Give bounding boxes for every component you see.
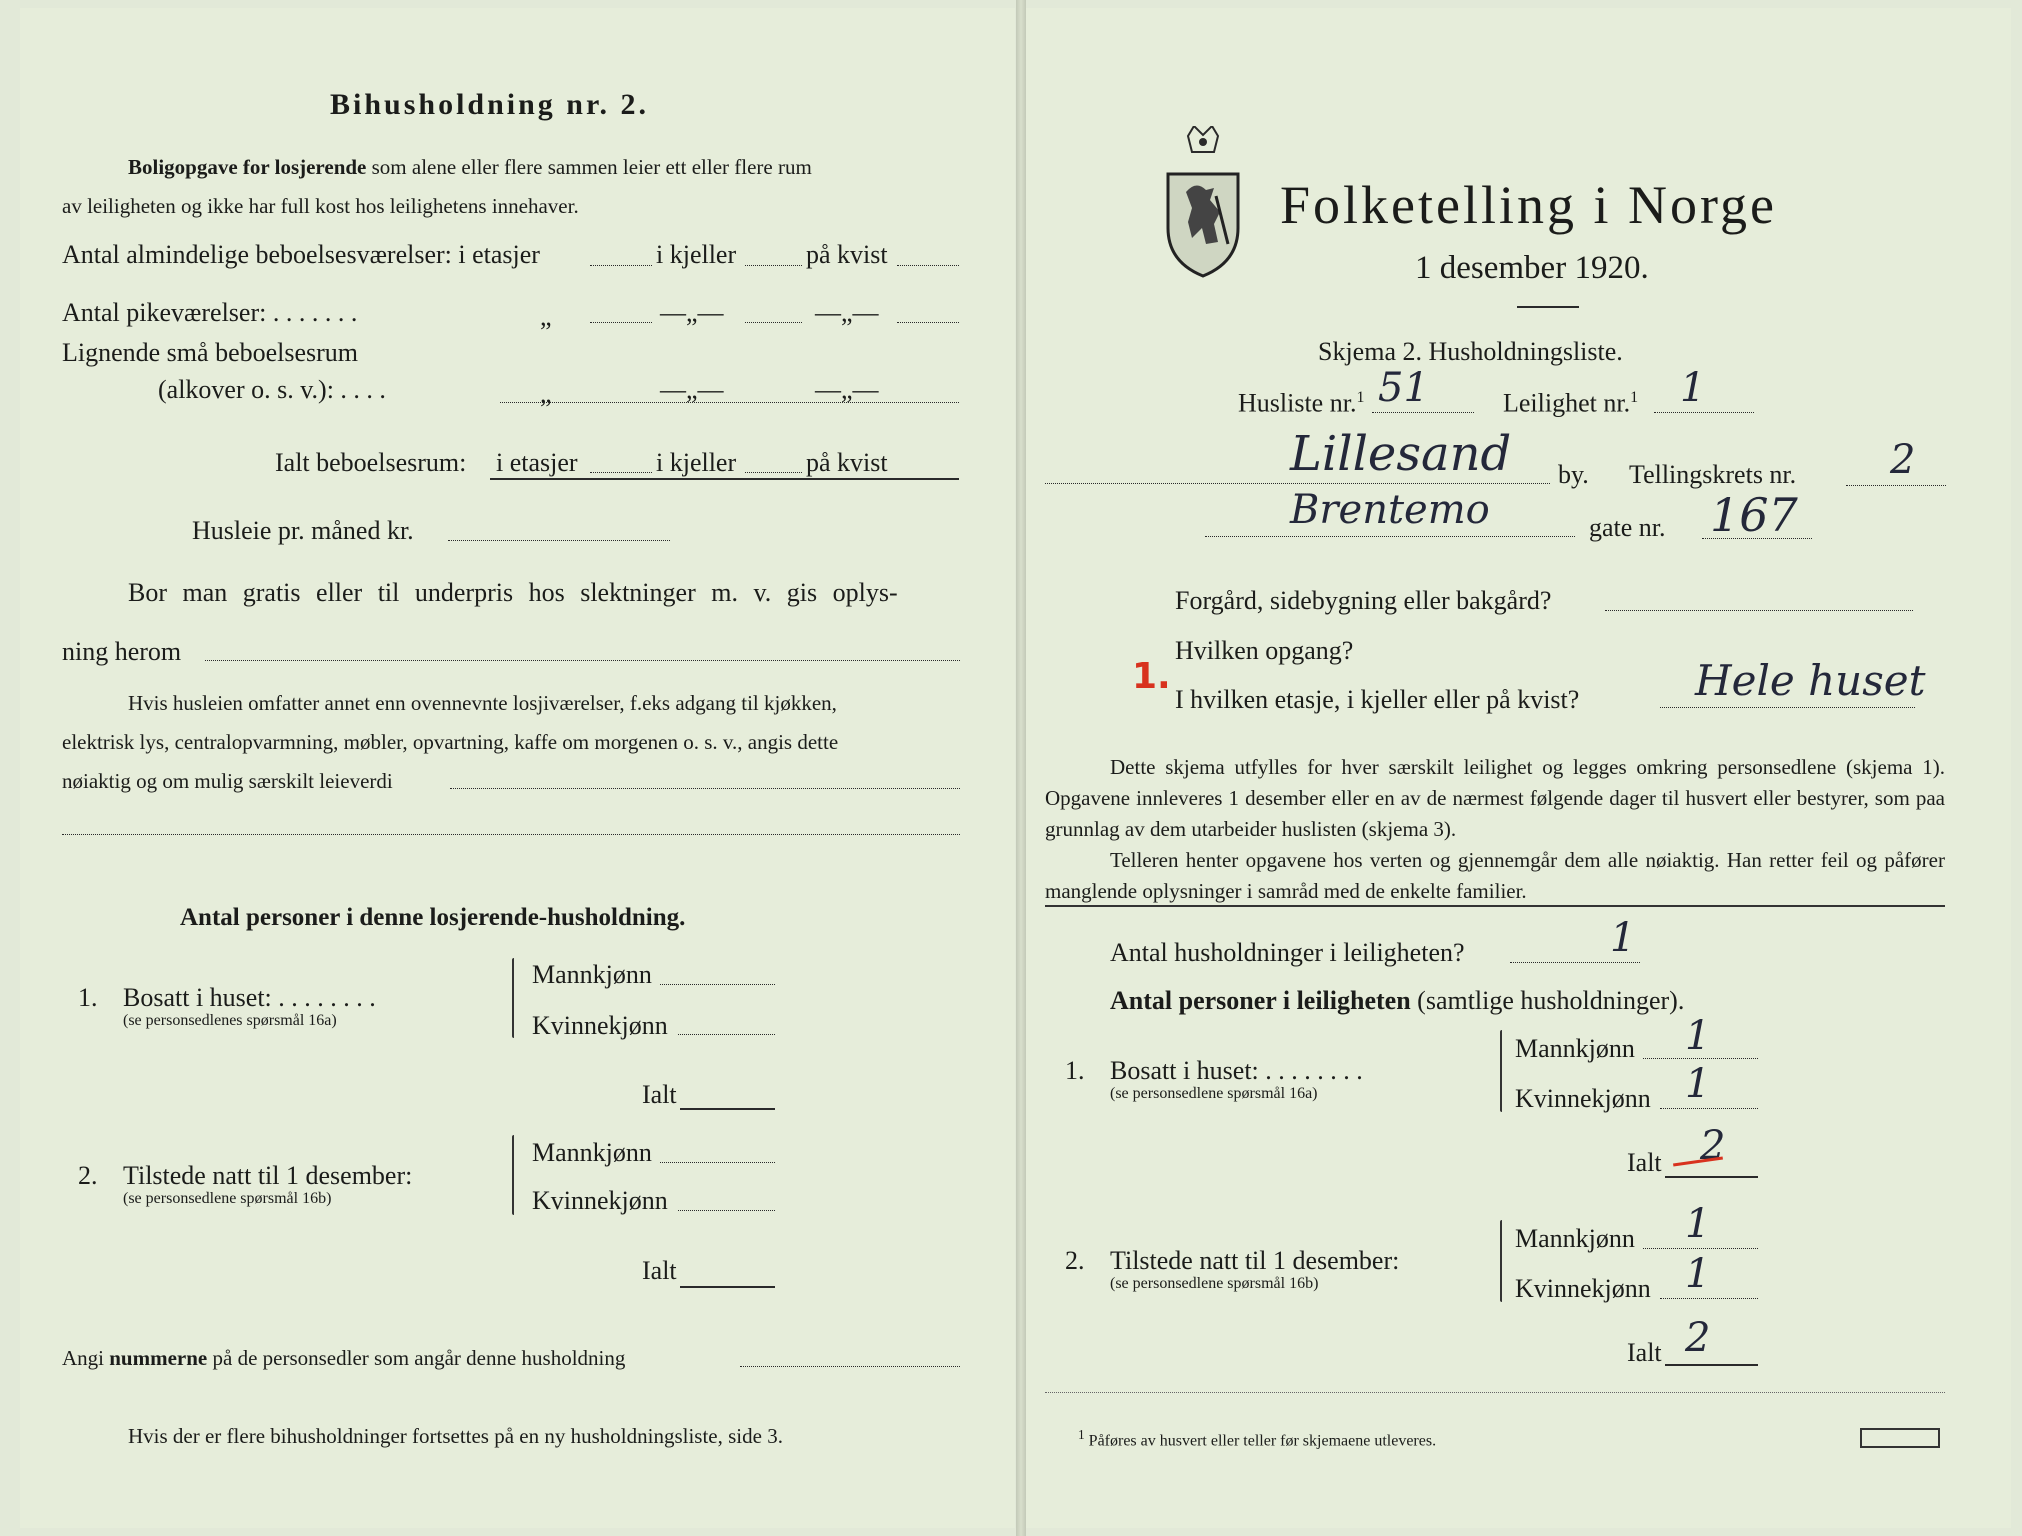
left-q2-kvinne-label: Kvinnekjønn — [532, 1186, 668, 1215]
tellingskrets-value[interactable]: 2 — [1890, 437, 1916, 483]
tellingskrets-label: Tellingskrets nr. — [1629, 460, 1797, 489]
by-label: by. — [1558, 460, 1589, 489]
right-q2-sub: (se personsedlene spørsmål 16b) — [1110, 1275, 1319, 1292]
opgang-label: Hvilken opgang? — [1175, 636, 1354, 665]
rooms-kvist-label: på kvist — [806, 240, 888, 269]
ialt-rooms-label: Ialt beboelsesrum: — [275, 448, 467, 477]
pike-kjeller-field[interactable] — [745, 322, 802, 323]
angi-text-1: Angi — [62, 1346, 104, 1370]
left-q1-kvinne-field[interactable] — [678, 1034, 775, 1035]
left-q1-ialt-field[interactable] — [680, 1108, 775, 1110]
husliste-field[interactable] — [1372, 412, 1474, 413]
rooms-etasjer-field[interactable] — [590, 265, 652, 266]
left-q2-brace — [512, 1135, 514, 1215]
gate-nr-field[interactable] — [1702, 538, 1812, 539]
left-q2-mann-field[interactable] — [660, 1162, 775, 1163]
right-q1-mann-label: Mannkjønn — [1515, 1034, 1635, 1063]
footnote-number: 1 — [1078, 1427, 1085, 1442]
left-q1-label: Bosatt i huset: . . . . . . . . — [123, 983, 376, 1012]
husleie-label: Husleie pr. måned kr. — [192, 516, 414, 545]
intro-bold: Boligopgave for losjerende — [128, 155, 367, 179]
pike-kvist-field[interactable] — [897, 322, 959, 323]
tellingskrets-field[interactable] — [1846, 485, 1946, 486]
right-q2-number: 2. — [1065, 1246, 1085, 1275]
right-persons-heading-rest: (samtlige husholdninger). — [1417, 986, 1685, 1015]
right-q1-ialt-label: Ialt — [1627, 1148, 1662, 1177]
leieverdi-field-2[interactable] — [62, 834, 960, 835]
lignende-field[interactable] — [500, 402, 959, 403]
page-fold — [1016, 0, 1026, 1536]
right-q1-mann-field[interactable] — [1643, 1058, 1758, 1059]
husleie-field[interactable] — [448, 540, 670, 541]
husliste-label: Husliste nr. — [1238, 388, 1357, 418]
coat-of-arms-icon — [1162, 126, 1244, 278]
right-q1-kvinne-label: Kvinnekjønn — [1515, 1084, 1651, 1113]
census-date: 1 desember 1920. — [1415, 250, 1649, 286]
right-title: Folketelling i Norge — [1280, 175, 1777, 235]
pike-ditto-1: „ — [540, 302, 552, 331]
left-q1-number: 1. — [78, 983, 98, 1012]
right-q1-sub: (se personsedlene spørsmål 16a) — [1110, 1085, 1318, 1102]
right-q2-mann-value[interactable]: 1 — [1685, 1201, 1711, 1247]
lignende-label-2: (alkover o. s. v.): . . . . — [158, 375, 386, 404]
left-persons-heading: Antal personer i denne losjerende-husholdning. — [180, 904, 686, 931]
angi-bold: nummerne — [109, 1346, 208, 1370]
husliste-value[interactable]: 51 — [1378, 365, 1429, 411]
right-q1-brace — [1500, 1030, 1502, 1112]
husholdninger-label: Antal husholdninger i leiligheten? — [1110, 938, 1465, 967]
lignende-label-1: Lignende små beboelsesrum — [62, 338, 359, 367]
lignende-ditto-2: —„— — [660, 375, 724, 404]
pike-ditto-3: —„— — [815, 298, 879, 327]
ialt-etasjer-field[interactable] — [590, 472, 652, 473]
rooms-kjeller-label: i kjeller — [656, 240, 737, 269]
pike-label: Antal pikeværelser: . . . . . . . — [62, 298, 358, 327]
instruction-2: Telleren henter opgavene hos verten og gjennemgår dem alle nøiaktig. Han retter feil og påfører manglende oplysninger i samråd med de enkelte familier. — [1045, 848, 1945, 903]
right-q1-label: Bosatt i huset: . . . . . . . . — [1110, 1056, 1363, 1085]
ialt-etasjer-label: i etasjer — [496, 448, 578, 477]
pike-etasjer-field[interactable] — [590, 322, 652, 323]
left-q2-number: 2. — [78, 1161, 98, 1190]
by-value[interactable]: Lillesand — [1290, 426, 1512, 482]
left-title: Bihusholdning nr. 2. — [330, 88, 650, 121]
etasje-field[interactable] — [1660, 707, 1915, 708]
right-q2-kvinne-label: Kvinnekjønn — [1515, 1274, 1651, 1303]
ialt-kvist-label: på kvist — [806, 448, 888, 477]
ialt-underline — [490, 478, 959, 480]
right-q2-brace — [1500, 1220, 1502, 1302]
etasje-value[interactable]: Hele huset — [1695, 656, 1926, 705]
right-persons-heading-bold: Antal personer i leiligheten — [1110, 986, 1411, 1015]
rooms-kvist-field[interactable] — [897, 265, 959, 266]
ialt-kjeller-label: i kjeller — [656, 448, 737, 477]
section-divider — [1045, 905, 1945, 907]
forgard-label: Forgård, sidebygning eller bakgård? — [1175, 586, 1552, 615]
husholdninger-value[interactable]: 1 — [1610, 915, 1636, 961]
husholdninger-field[interactable] — [1510, 962, 1640, 963]
leilighet-label: Leilighet nr. — [1503, 388, 1631, 418]
angi-text-2: på de personsedler som angår denne husholdning — [212, 1346, 626, 1370]
right-q2-mann-field[interactable] — [1643, 1248, 1758, 1249]
gate-label: gate nr. — [1589, 513, 1666, 542]
ialt-kjeller-field[interactable] — [745, 472, 802, 473]
right-q2-ialt-label: Ialt — [1627, 1338, 1662, 1367]
left-page — [20, 8, 1015, 1528]
gratis-line1: Bor man gratis eller til underpris hos slektninger m. v. gis oplys- — [128, 578, 898, 607]
right-q1-mann-value[interactable]: 1 — [1685, 1013, 1711, 1059]
gate-nr-value[interactable]: 167 — [1710, 488, 1798, 542]
footnote-mark: 1 — [1356, 389, 1365, 406]
gratis-field[interactable] — [205, 660, 960, 661]
right-q2-kvinne-field[interactable] — [1660, 1298, 1758, 1299]
lignende-ditto-3: —„— — [815, 375, 879, 404]
footnote-mark: 1 — [1630, 389, 1639, 406]
title-rule — [1517, 306, 1579, 308]
left-q2-ialt-field[interactable] — [680, 1286, 775, 1288]
leilighet-value[interactable]: 1 — [1680, 365, 1706, 411]
hvis-line2: elektrisk lys, centralopvarmning, møbler, opvartning, kaffe om morgenen o. s. v., angis dette — [62, 730, 839, 754]
left-q1-mann-label: Mannkjønn — [532, 960, 652, 989]
hvis-line3: nøiaktig og om mulig særskilt leieverdi — [62, 769, 393, 793]
footnote-divider — [1045, 1392, 1945, 1393]
printer-stamp — [1860, 1428, 1940, 1448]
left-q1-brace — [512, 958, 514, 1038]
instruction-1: Dette skjema utfylles for hver særskilt leilighet og legges omkring personsedlene (skjema 1). Opgavene innleveres 1 desember eller en av de nærmest følgende dager til husvert eller bestyrer, som paa grunnlag av dem utarbeider huslisten (skjema 3). — [1045, 755, 1945, 841]
right-q2-ialt-field[interactable] — [1665, 1364, 1758, 1366]
lignende-ditto-1: „ — [540, 379, 552, 408]
right-q1-ialt-value[interactable]: 2 — [1700, 1123, 1726, 1169]
leilighet-field[interactable] — [1654, 412, 1754, 413]
gate-value[interactable]: Brentemo — [1290, 487, 1490, 533]
left-q1-kvinne-label: Kvinnekjønn — [532, 1011, 668, 1040]
right-q1-kvinne-value[interactable]: 1 — [1685, 1061, 1711, 1107]
left-q1-ialt-label: Ialt — [642, 1080, 677, 1109]
rooms-kjeller-field[interactable] — [745, 265, 802, 266]
left-q2-mann-label: Mannkjønn — [532, 1138, 652, 1167]
right-q1-kvinne-field[interactable] — [1660, 1108, 1758, 1109]
gratis-line2: ning herom — [62, 637, 182, 666]
left-q2-label: Tilstede natt til 1 desember: — [123, 1161, 413, 1190]
gate-field[interactable] — [1205, 536, 1575, 537]
left-q2-sub: (se personsedlene spørsmål 16b) — [123, 1190, 332, 1207]
intro-line2: av leiligheten og ikke har full kost hos leilighetens innehaver. — [62, 194, 579, 218]
left-footer: Hvis der er flere bihusholdninger fortsettes på en ny husholdningsliste, side 3. — [128, 1424, 783, 1448]
red-check-mark: 1. — [1132, 656, 1171, 697]
by-field[interactable] — [1045, 483, 1550, 484]
right-q2-kvinne-value[interactable]: 1 — [1685, 1251, 1711, 1297]
left-q2-kvinne-field[interactable] — [678, 1210, 775, 1211]
footnote-text: Påføres av husvert eller teller før skjemaene utleveres. — [1088, 1432, 1437, 1450]
right-q2-mann-label: Mannkjønn — [1515, 1224, 1635, 1253]
leieverdi-field[interactable] — [450, 788, 960, 789]
left-q1-mann-field[interactable] — [660, 984, 775, 985]
intro-rest: som alene eller flere sammen leier ett eller flere rum — [371, 155, 812, 179]
right-q2-label: Tilstede natt til 1 desember: — [1110, 1246, 1400, 1275]
right-q2-ialt-value[interactable]: 2 — [1685, 1315, 1711, 1361]
etasje-label: I hvilken etasje, i kjeller eller på kvist? — [1175, 685, 1580, 714]
skjema-label: Skjema 2. Husholdningsliste. — [1318, 337, 1623, 366]
left-q2-ialt-label: Ialt — [642, 1256, 677, 1285]
pike-ditto-2: —„— — [660, 298, 724, 327]
angi-field[interactable] — [740, 1366, 960, 1367]
right-q1-ialt-field[interactable] — [1665, 1176, 1758, 1178]
right-q1-number: 1. — [1065, 1056, 1085, 1085]
left-q1-sub: (se personsedlenes spørsmål 16a) — [123, 1012, 337, 1029]
rooms-label: Antal almindelige beboelsesværelser: i etasjer — [62, 240, 540, 269]
forgard-field[interactable] — [1605, 610, 1913, 611]
hvis-line1: Hvis husleien omfatter annet enn ovennevnte losjiværelser, f.eks adgang til kjøkken, — [128, 691, 837, 715]
